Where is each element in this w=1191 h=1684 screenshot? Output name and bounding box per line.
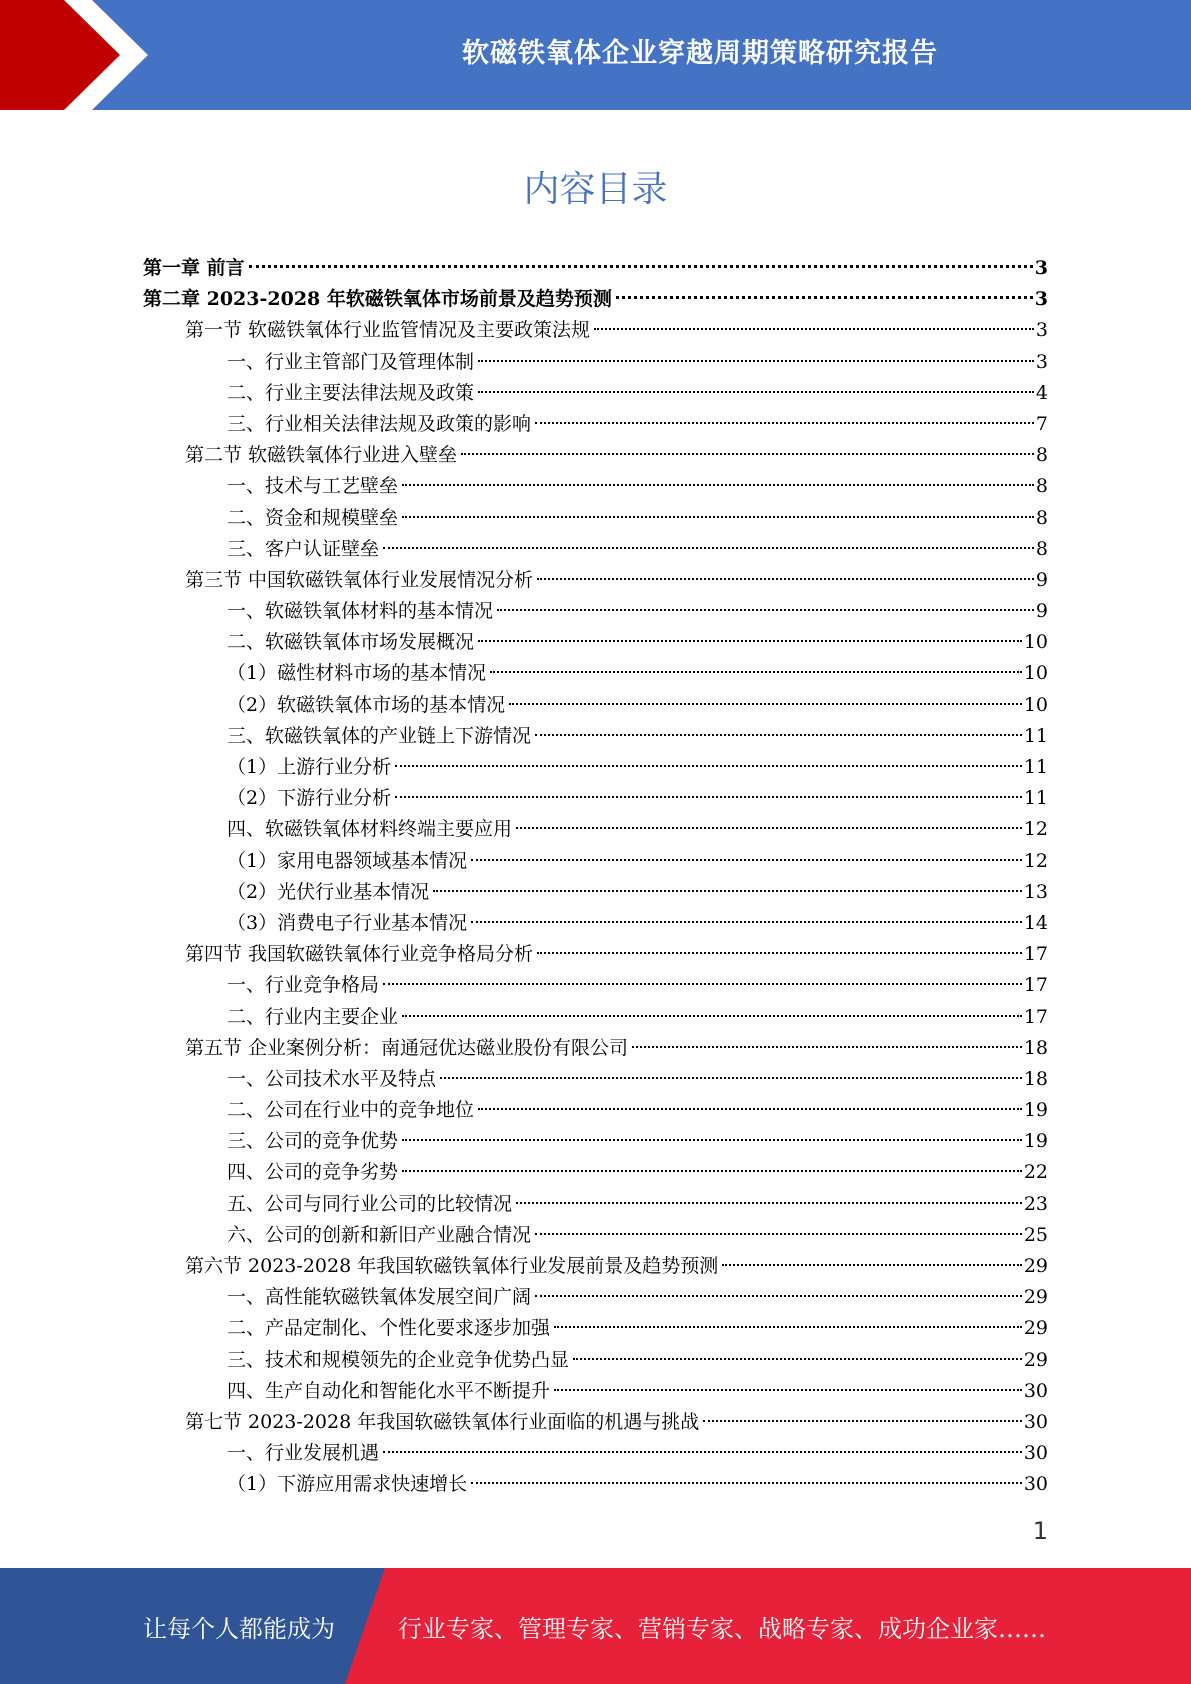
dot-leader [490, 671, 1022, 673]
toc-entry[interactable] [143, 1469, 1048, 1500]
toc-entry-page: 4 [1035, 381, 1048, 404]
toc-entry[interactable] [143, 1438, 1048, 1469]
toc-entry[interactable] [143, 1345, 1048, 1376]
toc-entry-title: 四、公司的竞争劣势 [227, 1161, 399, 1184]
dot-leader [632, 1046, 1022, 1048]
footer-slogan-left: 让每个人都能成为 [143, 1614, 335, 1643]
toc-entry[interactable] [143, 814, 1048, 845]
footer-banner [0, 1568, 1191, 1684]
toc-entry-title: 第六节 2023-2028 年我国软磁铁氧体行业发展前景及趋势预测 [185, 1255, 719, 1277]
dot-leader [573, 1358, 1022, 1360]
dot-leader [537, 952, 1022, 954]
toc-entry-page: 29 [1023, 1255, 1048, 1277]
toc-entry-page: 18 [1023, 1067, 1048, 1090]
toc-entry-page: 3 [1034, 288, 1048, 311]
toc-entry-page: 10 [1023, 662, 1048, 685]
toc-entry[interactable] [143, 1126, 1048, 1157]
toc-entry-title: 四、软磁铁氧体材料终端主要应用 [227, 818, 513, 841]
toc-entry-page: 29 [1023, 1317, 1048, 1340]
dot-leader [402, 1170, 1022, 1172]
table-of-contents [143, 253, 1048, 1501]
toc-entry-page: 17 [1023, 943, 1048, 966]
toc-entry[interactable] [143, 1002, 1048, 1033]
toc-entry-title: 二、软磁铁氧体市场发展概况 [227, 631, 475, 654]
dot-leader [516, 1202, 1022, 1204]
toc-entry-title: 一、公司技术水平及特点 [227, 1067, 437, 1090]
dot-leader [440, 1077, 1022, 1079]
toc-entry[interactable] [143, 284, 1048, 315]
toc-entry[interactable] [143, 970, 1048, 1001]
toc-entry[interactable] [143, 1407, 1048, 1438]
dot-leader [478, 1108, 1022, 1110]
dot-leader [402, 1015, 1022, 1017]
toc-entry[interactable] [143, 1064, 1048, 1095]
dot-leader [478, 360, 1034, 362]
toc-entry-title: 第一章 前言 [143, 257, 245, 279]
toc-entry-title: （1）磁性材料市场的基本情况 [227, 662, 487, 685]
toc-entry-title: 一、软磁铁氧体材料的基本情况 [227, 600, 494, 623]
toc-entry-title: 一、行业发展机遇 [227, 1442, 380, 1465]
toc-entry[interactable] [143, 721, 1048, 752]
toc-entry-title: 第四节 我国软磁铁氧体行业竞争格局分析 [185, 943, 534, 966]
toc-entry-title: 第一节 软磁铁氧体行业监管情况及主要政策法规 [185, 319, 591, 342]
toc-entry-page: 18 [1023, 1036, 1048, 1059]
toc-entry-page: 23 [1023, 1192, 1048, 1215]
toc-entry-title: 二、产品定制化、个性化要求逐步加强 [227, 1317, 551, 1340]
toc-entry-title: 二、行业内主要企业 [227, 1005, 399, 1028]
dot-leader [395, 796, 1022, 798]
toc-entry-title: 六、公司的创新和新旧产业融合情况 [227, 1223, 532, 1246]
toc-entry-page: 3 [1035, 350, 1048, 373]
toc-entry-page: 10 [1023, 693, 1048, 716]
toc-entry-title: 二、行业主要法律法规及政策 [227, 381, 475, 404]
toc-entry[interactable] [143, 1251, 1048, 1282]
dot-leader [535, 734, 1022, 736]
toc-entry-title: 三、行业相关法律法规及政策的影响 [227, 412, 532, 435]
toc-entry-title: 三、公司的竞争优势 [227, 1130, 399, 1153]
toc-entry[interactable] [143, 565, 1048, 596]
dot-leader [535, 1233, 1022, 1235]
dot-leader [554, 1389, 1022, 1391]
toc-entry-title: （2）下游行业分析 [227, 787, 392, 810]
dot-leader [395, 765, 1022, 767]
toc-entry-title: 第五节 企业案例分析：南通冠优达磁业股份有限公司 [185, 1036, 629, 1059]
toc-entry[interactable] [143, 658, 1048, 689]
page-title: 内容目录 [523, 169, 668, 210]
toc-entry-page: 17 [1023, 974, 1048, 997]
toc-entry-title: 四、生产自动化和智能化水平不断提升 [227, 1379, 551, 1402]
toc-entry[interactable] [143, 1376, 1048, 1407]
toc-entry-page: 30 [1023, 1473, 1048, 1496]
toc-entry-title: （1）家用电器领域基本情况 [227, 849, 468, 872]
report-title: 软磁铁氧体企业穿越周期策略研究报告 [462, 37, 938, 69]
toc-entry-page: 30 [1023, 1442, 1048, 1465]
toc-entry-page: 25 [1023, 1223, 1048, 1246]
toc-entry-page: 10 [1023, 631, 1048, 654]
toc-entry[interactable] [143, 253, 1048, 284]
toc-entry-page: 30 [1023, 1410, 1048, 1433]
toc-entry-page: 7 [1035, 412, 1048, 435]
toc-entry[interactable] [143, 690, 1048, 721]
footer-slogan-right: 行业专家、管理专家、营销专家、战略专家、成功企业家…… [398, 1614, 1046, 1643]
toc-entry-page: 29 [1023, 1348, 1048, 1371]
dot-leader [478, 391, 1034, 393]
dot-leader [383, 547, 1034, 549]
toc-entry[interactable] [143, 440, 1048, 471]
toc-entry-page: 8 [1035, 506, 1048, 529]
toc-entry-page: 8 [1035, 475, 1048, 498]
toc-entry[interactable] [143, 471, 1048, 502]
dot-leader [402, 516, 1034, 518]
dot-leader [433, 890, 1022, 892]
toc-entry-page: 14 [1023, 911, 1048, 934]
header-banner [0, 0, 1191, 110]
toc-entry-page: 22 [1023, 1161, 1048, 1184]
toc-entry-title: 第七节 2023-2028 年我国软磁铁氧体行业面临的机遇与挑战 [185, 1410, 700, 1433]
toc-entry[interactable] [143, 1095, 1048, 1126]
dot-leader [535, 1295, 1022, 1297]
dot-leader [383, 1451, 1022, 1453]
dot-leader [535, 422, 1034, 424]
toc-entry-page: 11 [1023, 756, 1048, 778]
toc-entry[interactable] [143, 534, 1048, 565]
dot-leader [703, 1420, 1022, 1422]
toc-entry-page: 9 [1035, 568, 1048, 591]
toc-entry[interactable] [143, 1189, 1048, 1220]
toc-entry-page: 17 [1023, 1005, 1048, 1028]
toc-entry-page: 11 [1023, 724, 1048, 747]
toc-entry-page: 3 [1035, 319, 1048, 342]
toc-entry[interactable] [143, 877, 1048, 908]
toc-entry-page: 12 [1023, 849, 1048, 872]
dot-leader [471, 921, 1022, 923]
toc-entry[interactable] [143, 908, 1048, 939]
dot-leader [402, 1139, 1022, 1141]
toc-entry-title: （3）消费电子行业基本情况 [227, 911, 468, 934]
toc-entry-title: 一、行业竞争格局 [227, 974, 380, 997]
toc-entry[interactable] [143, 409, 1048, 440]
toc-entry-page: 19 [1023, 1130, 1048, 1153]
toc-entry-title: 二、资金和规模壁垒 [227, 506, 399, 529]
toc-entry-page: 3 [1034, 257, 1048, 279]
toc-entry-page: 30 [1023, 1379, 1048, 1402]
dot-leader [497, 609, 1034, 611]
toc-entry-title: 五、公司与同行业公司的比较情况 [227, 1192, 513, 1215]
toc-entry-page: 8 [1035, 444, 1048, 467]
toc-entry[interactable] [143, 1220, 1048, 1251]
toc-entry-title: 一、行业主管部门及管理体制 [227, 350, 475, 373]
dot-leader [478, 640, 1022, 642]
toc-entry[interactable] [143, 752, 1048, 783]
dot-leader [509, 703, 1022, 705]
toc-entry-title: （2）光伏行业基本情况 [227, 880, 430, 903]
toc-entry-title: 一、高性能软磁铁氧体发展空间广阔 [227, 1286, 532, 1309]
toc-entry-title: 第三节 中国软磁铁氧体行业发展情况分析 [185, 568, 534, 591]
toc-entry[interactable] [143, 939, 1048, 970]
toc-entry-title: 三、客户认证壁垒 [227, 537, 380, 560]
dot-leader [461, 453, 1034, 455]
toc-entry-title: （1）下游应用需求快速增长 [227, 1473, 468, 1496]
toc-entry[interactable] [143, 315, 1048, 346]
dot-leader [554, 1326, 1022, 1328]
toc-entry-title: （1）上游行业分析 [227, 756, 392, 778]
toc-entry[interactable] [143, 1313, 1048, 1344]
toc-entry[interactable] [143, 783, 1048, 814]
toc-entry[interactable] [143, 627, 1048, 658]
toc-entry-title: 一、技术与工艺壁垒 [227, 475, 399, 498]
toc-entry[interactable] [143, 347, 1048, 378]
dot-leader [594, 328, 1034, 330]
page-number: 1 [1032, 1517, 1048, 1545]
toc-entry[interactable] [143, 846, 1048, 877]
dot-leader [402, 484, 1034, 486]
dot-leader [616, 296, 1033, 299]
dot-leader [537, 578, 1034, 580]
toc-entry[interactable] [143, 503, 1048, 534]
dot-leader [249, 265, 1033, 268]
dot-leader [516, 827, 1022, 829]
toc-entry-title: 第二节 软磁铁氧体行业进入壁垒 [185, 444, 458, 467]
chevron-arrow-icon [0, 0, 160, 110]
toc-entry-page: 8 [1035, 537, 1048, 560]
toc-entry[interactable] [143, 596, 1048, 627]
toc-entry-page: 11 [1023, 787, 1048, 810]
toc-entry[interactable] [143, 1033, 1048, 1064]
toc-entry-title: （2）软磁铁氧体市场的基本情况 [227, 693, 506, 716]
toc-entry-title: 第二章 2023-2028 年软磁铁氧体市场前景及趋势预测 [143, 288, 612, 311]
dot-leader [722, 1264, 1022, 1266]
dot-leader [471, 859, 1022, 861]
toc-entry-page: 9 [1035, 600, 1048, 623]
toc-entry-page: 12 [1023, 818, 1048, 841]
toc-entry-title: 三、软磁铁氧体的产业链上下游情况 [227, 724, 532, 747]
toc-entry-page: 29 [1023, 1286, 1048, 1309]
toc-entry[interactable] [143, 1282, 1048, 1313]
toc-entry-title: 二、公司在行业中的竞争地位 [227, 1099, 475, 1122]
dot-leader [383, 983, 1022, 985]
dot-leader [471, 1482, 1022, 1484]
toc-entry-title: 三、技术和规模领先的企业竞争优势凸显 [227, 1348, 570, 1371]
toc-entry-page: 13 [1023, 880, 1048, 903]
toc-entry-page: 19 [1023, 1099, 1048, 1122]
toc-entry[interactable] [143, 1157, 1048, 1188]
toc-entry[interactable] [143, 378, 1048, 409]
